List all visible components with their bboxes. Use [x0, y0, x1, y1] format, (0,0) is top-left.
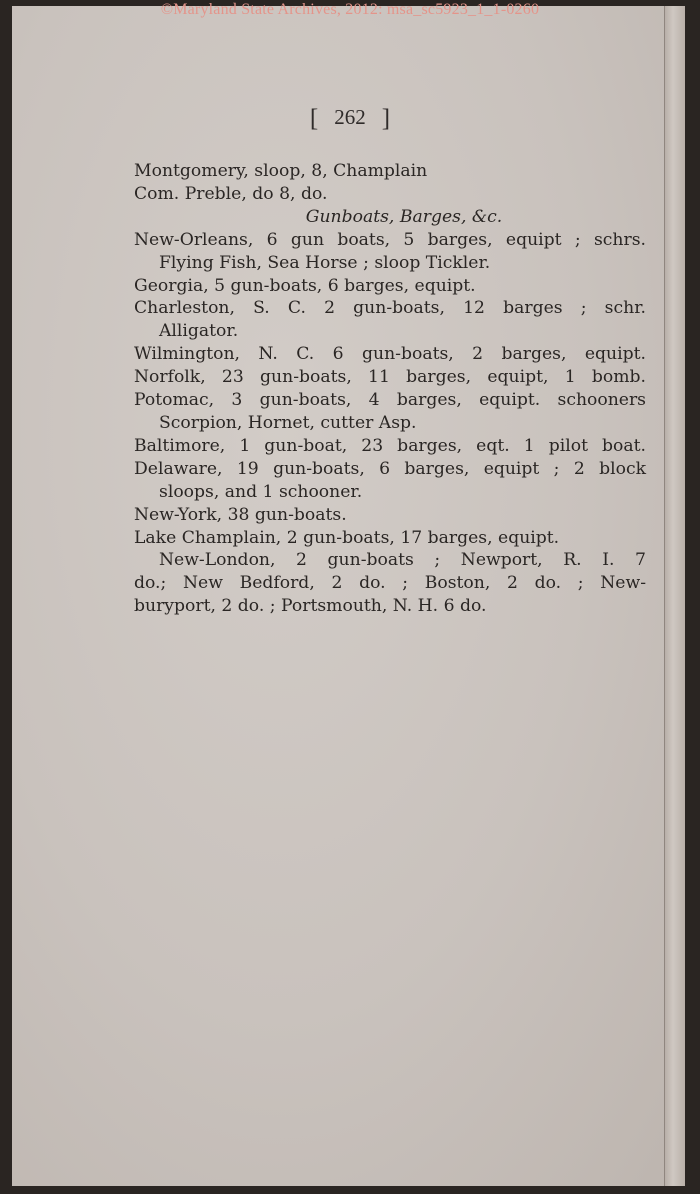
text-line-lake-champlain: Lake Champlain, 2 gun-boats, 17 barges, equipt. [134, 527, 560, 548]
text-line-com-preble: Com. Preble, do 8, do. [134, 183, 328, 204]
text-line-charleston-cont: Alligator. [159, 321, 239, 342]
text-line-new-york: New-York, 38 gun-boats. [134, 504, 347, 525]
text-line-norfolk: Norfolk, 23 gun-boats, 11 barges, equipt, 1 bomb. [134, 367, 646, 388]
text-line-montgomery: Montgomery, sloop, 8, Champlain [134, 161, 428, 181]
text-line-baltimore: Baltimore, 1 gun-boat, 23 barges, eqt. 1 pilot boat. [134, 435, 646, 456]
page-body [134, 160, 646, 618]
text-line-newburyport: buryport, 2 do. ; Portsmouth, N. H. 6 do. [134, 596, 487, 617]
text-line-wilmington: Wilmington, N. C. 6 gun-boats, 2 barges, equipt. [134, 344, 646, 365]
section-heading-gunboats: Gunboats, Barges, &c. [305, 206, 503, 227]
text-line-delaware: Delaware, 19 gun-boats, 6 barges, equipt ; 2 block [134, 458, 646, 479]
text-line-delaware-cont: sloops, and 1 schooner. [159, 481, 363, 502]
facing-page-edge [664, 6, 685, 1186]
bracket-right: ] [381, 105, 391, 132]
text-line-potomac: Potomac, 3 gun-boats, 4 barges, equipt. schooners [134, 390, 646, 411]
bracket-left: [ [309, 105, 319, 132]
text-line-georgia: Georgia, 5 gun-boats, 6 barges, equipt. [134, 275, 476, 296]
text-line-new-orleans-cont: Flying Fish, Sea Horse ; sloop Tickler. [159, 252, 491, 273]
page-header [0, 105, 700, 133]
text-line-new-orleans: New-Orleans, 6 gun boats, 5 barges, equipt ; schrs. [134, 229, 646, 250]
archive-watermark: ©Maryland State Archives, 2012: msa_sc5923_1_1-0260 [160, 1, 540, 18]
text-line-new-london: New-London, 2 gun-boats ; Newport, R. I. 7 [159, 550, 646, 571]
text-line-potomac-cont: Scorpion, Hornet, cutter Asp. [159, 412, 417, 433]
page-number: 262 [334, 105, 366, 129]
text-line-charleston: Charleston, S. C. 2 gun-boats, 12 barges ; schr. [134, 298, 646, 319]
text-line-new-bedford: do.; New Bedford, 2 do. ; Boston, 2 do. ; New- [134, 573, 646, 594]
